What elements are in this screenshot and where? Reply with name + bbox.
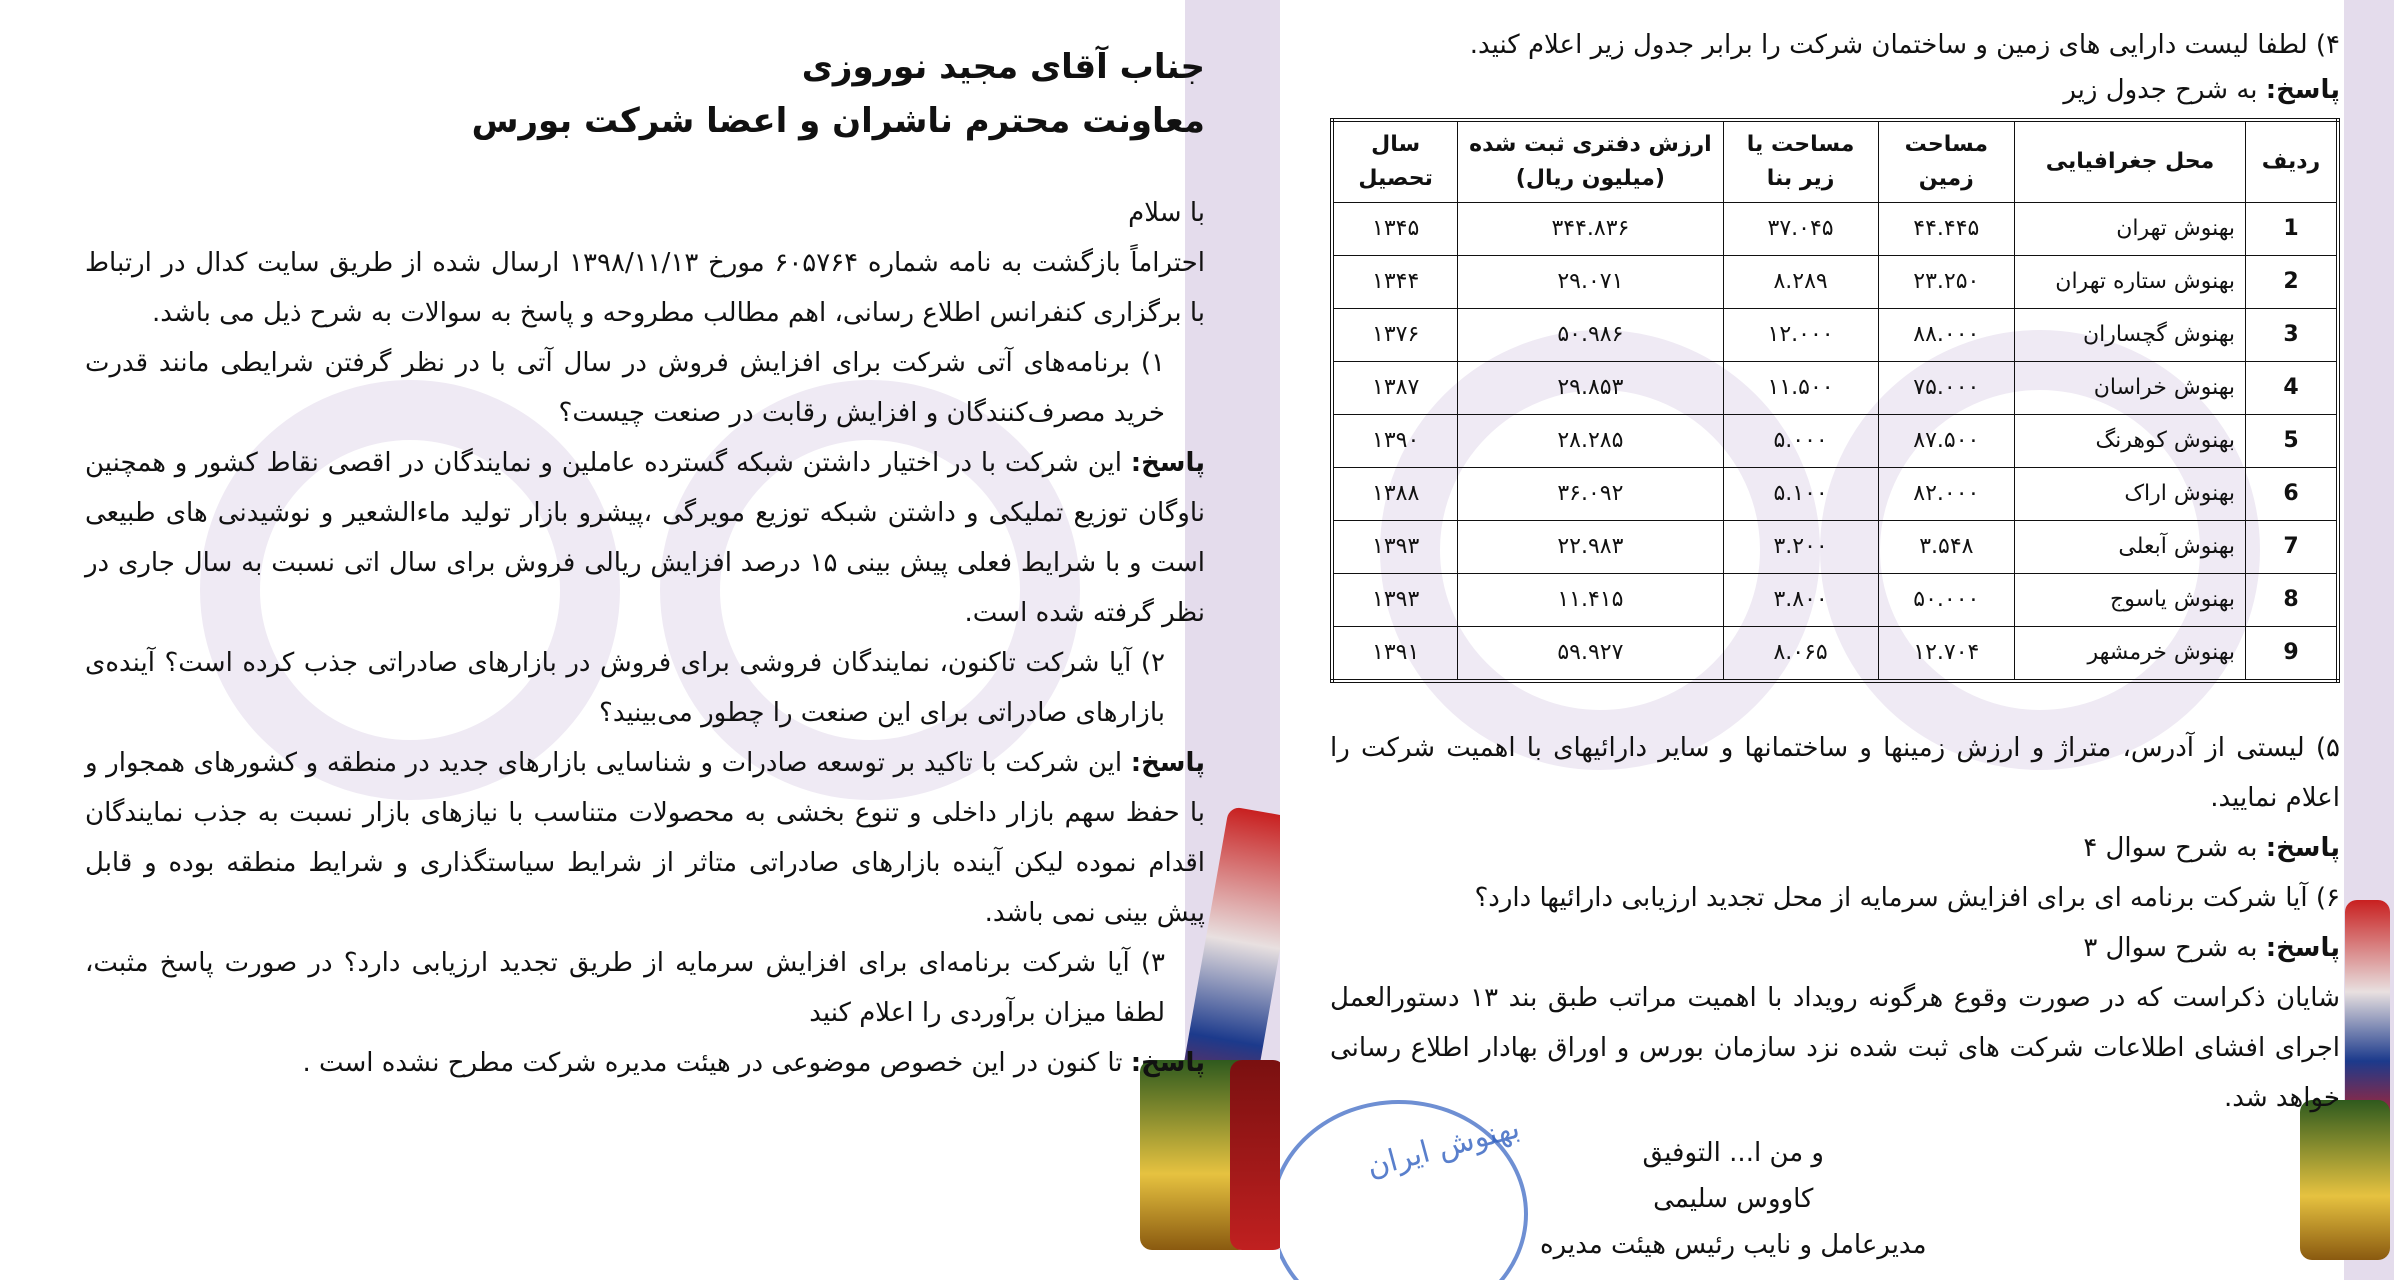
answer-text: به شرح سوال ۴: [2083, 833, 2258, 863]
table-cell: ۴۴.۴۴۵: [1878, 203, 2014, 256]
answer-label: پاسخ:: [1130, 748, 1206, 778]
table-cell: ۸۸.۰۰۰: [1878, 309, 2014, 362]
greeting: با سلام: [1128, 198, 1205, 228]
assets-table: [1330, 118, 2340, 683]
table-header-row: [1332, 120, 2338, 203]
question-6: ۶) آیا شرکت برنامه ای برای افزایش سرمایه از محل تجدید ارزیابی دارائیها دارد؟: [1474, 883, 2340, 913]
recipient-title: معاونت محترم ناشران و اعضا شرکت بورس: [471, 101, 1205, 141]
table-cell: 1: [2246, 203, 2339, 256]
table-cell: ۲۳.۲۵۰: [1878, 256, 2014, 309]
question-5: ۵) لیستی از آدرس، متراژ و ارزش زمینها و ساختمانها و سایر دارائیهای با اهمیت شرکت را اعلام نمایید.: [1330, 733, 2340, 813]
right-page: [1280, 0, 2394, 1280]
table-cell: 2: [2246, 256, 2339, 309]
answer-label: پاسخ:: [2265, 75, 2340, 105]
answer-text: این شرکت با تاکید بر توسعه صادرات و شناسایی بازارهای جدید در منطقه و کشورهای همجوار و با حفظ سهم بازار داخلی و تنوع بخشی به محصولات متناسب با نیازهای بازار نسبت به جذب نمایندگان اقدام نموده لیکن آینده بازارهای صادراتی متاثر از شرایط سیاستگذاری و شرایط منطقه بوده و قابل پیش بینی نمی باشد.: [85, 748, 1205, 928]
table-row: [1332, 256, 2338, 309]
table-cell: 7: [2246, 521, 2339, 574]
signature-block: [1540, 1130, 1927, 1268]
table-cell: بهنوش خرمشهر: [2015, 627, 2246, 682]
table-cell: ۸.۰۶۵: [1723, 627, 1878, 682]
letter-continuation: [1330, 20, 2340, 1123]
table-cell: ۱۳۹۱: [1332, 627, 1458, 682]
table-cell: ۳۶.۰۹۲: [1458, 468, 1723, 521]
question-2: ۲) آیا شرکت تاکنون، نمایندگان فروشی برای فروش در بازارهای صادراتی جذب کرده است؟ آینده‌ی بازارهای صادراتی برای این صنعت را چطور می‌بینید؟: [85, 648, 1165, 728]
table-row: [1332, 415, 2338, 468]
table-cell: 6: [2246, 468, 2339, 521]
disclosure-note: شایان ذکراست که در صورت وقوع هرگونه رویداد با اهمیت مراتب طبق بند ۱۳ دستورالعمل اجرای افشای اطلاعات شرکت های ثبت شده نزد سازمان بورس و اوراق بهادار اطلاع رسانی خواهد شد.: [1330, 983, 2340, 1113]
table-cell: ۱۳۷۶: [1332, 309, 1458, 362]
signer-name: کاووس سلیمی: [1653, 1184, 1814, 1214]
table-row: [1332, 627, 2338, 682]
bottle-image: [2300, 1100, 2390, 1260]
signer-title: مدیرعامل و نایب رئیس هیئت مدیره: [1540, 1230, 1927, 1260]
table-cell: ۳۷.۰۴۵: [1723, 203, 1878, 256]
table-cell: ۳.۸۰۰: [1723, 574, 1878, 627]
soda-can-image: [2345, 900, 2390, 1130]
table-row: [1332, 362, 2338, 415]
table-cell: ۲۹.۰۷۱: [1458, 256, 1723, 309]
table-cell: بهنوش یاسوج: [2015, 574, 2246, 627]
table-cell: ۱۳۸۸: [1332, 468, 1458, 521]
table-cell: ۸.۲۸۹: [1723, 256, 1878, 309]
table-cell: ۱۳۴۵: [1332, 203, 1458, 256]
table-body: [1332, 203, 2338, 682]
table-cell: ۵.۱۰۰: [1723, 468, 1878, 521]
table-cell: 4: [2246, 362, 2339, 415]
table-cell: ۱۱.۴۱۵: [1458, 574, 1723, 627]
table-cell: ۲۲.۹۸۳: [1458, 521, 1723, 574]
table-cell: بهنوش خراسان: [2015, 362, 2246, 415]
table-cell: ۵۹.۹۲۷: [1458, 627, 1723, 682]
column-header: ردیف: [2246, 120, 2339, 203]
table-cell: ۱۳۴۴: [1332, 256, 1458, 309]
answer-6: [1330, 923, 2340, 973]
answer-text: به شرح سوال ۳: [2083, 933, 2258, 963]
table-cell: ۳.۵۴۸: [1878, 521, 2014, 574]
table-cell: ۱۳۹۳: [1332, 574, 1458, 627]
table-row: [1332, 468, 2338, 521]
table-cell: ۲۹.۸۵۳: [1458, 362, 1723, 415]
table-cell: بهنوش ستاره تهران: [2015, 256, 2246, 309]
answer-text: تا کنون در این خصوص موضوعی در هیئت مدیره شرکت مطرح نشده است .: [302, 1048, 1123, 1078]
column-header: محل جغرافیایی: [2015, 120, 2246, 203]
closing-phrase: و من ا... التوفیق: [1642, 1138, 1824, 1168]
table-cell: ۱۱.۵۰۰: [1723, 362, 1878, 415]
table-cell: 8: [2246, 574, 2339, 627]
answer-1: [85, 438, 1205, 638]
answer-text: این شرکت با در اختیار داشتن شبکه گسترده عاملین و نمایندگان در اقصی نقاط کشور و همچنین ناوگان توزیع تملیکی و داشتن شبکه توزیع مویرگی ،پیشرو بازار تولید ماءالشعیر و نوشیدنی های طبیعی است و با شرایط فعلی پیش بینی ۱۵ درصد افزایش ریالی فروش برای سال اتی نسبت به سال جاری در نظر گرفته شده است.: [85, 448, 1205, 628]
table-cell: ۳۴۴.۸۳۶: [1458, 203, 1723, 256]
column-header: ارزش دفتری ثبت شده (میلیون ریال): [1458, 120, 1723, 203]
question-1: ۱) برنامه‌های آتی شرکت برای افزایش فروش در سال آتی با در نظر گرفتن شرایطی مانند قدرت خرید مصرف‌کنندگان و افزایش رقابت در صنعت چیست؟: [85, 348, 1165, 428]
bottle-image: [1230, 1060, 1280, 1250]
column-header: مساحت یا زیر بنا: [1723, 120, 1878, 203]
table-cell: بهنوش تهران: [2015, 203, 2246, 256]
table-cell: ۳.۲۰۰: [1723, 521, 1878, 574]
answer-5: [1330, 823, 2340, 873]
table-cell: ۱۳۸۷: [1332, 362, 1458, 415]
table-cell: ۵.۰۰۰: [1723, 415, 1878, 468]
table-cell: ۲۸.۲۸۵: [1458, 415, 1723, 468]
table-row: [1332, 309, 2338, 362]
answer-2: [85, 738, 1205, 938]
recipient-name: جناب آقای مجید نوروزی: [801, 47, 1205, 87]
question-4: ۴) لطفا لیست دارایی های زمین و ساختمان شرکت را برابر جدول زیر اعلام کنید.: [1469, 30, 2340, 60]
answer-label: پاسخ:: [1130, 448, 1206, 478]
table-cell: بهنوش اراک: [2015, 468, 2246, 521]
table-cell: ۵۰.۰۰۰: [1878, 574, 2014, 627]
letter-body: [85, 40, 1205, 1088]
answer-text: به شرح جدول زیر: [2063, 75, 2258, 105]
table-cell: بهنوش گچساران: [2015, 309, 2246, 362]
answer-label: پاسخ:: [1130, 1048, 1205, 1078]
table-cell: ۱۲.۰۰۰: [1723, 309, 1878, 362]
table-cell: ۱۳۹۰: [1332, 415, 1458, 468]
answer-4: [1330, 70, 2340, 110]
table-cell: 9: [2246, 627, 2339, 682]
table-cell: ۵۰.۹۸۶: [1458, 309, 1723, 362]
column-header: سال تحصیل: [1332, 120, 1458, 203]
table-cell: بهنوش آبعلی: [2015, 521, 2246, 574]
table-cell: بهنوش کوهرنگ: [2015, 415, 2246, 468]
table-row: [1332, 574, 2338, 627]
table-cell: ۸۲.۰۰۰: [1878, 468, 2014, 521]
table-cell: 5: [2246, 415, 2339, 468]
stamp-text: بهنوش ایران: [1363, 1110, 1524, 1185]
column-header: مساحت زمین: [1878, 120, 2014, 203]
answer-label: پاسخ:: [2265, 833, 2340, 863]
table-row: [1332, 203, 2338, 256]
intro-paragraph: احتراماً بازگشت به نامه شماره ۶۰۵۷۶۴ مورخ ۱۳۹۸/۱۱/۱۳ ارسال شده از طریق سایت کدال در ارتباط با برگزاری کنفرانس اطلاع رسانی، اهم مطالب مطروحه و پاسخ به سوالات به شرح ذیل می باشد.: [85, 248, 1205, 328]
table-row: [1332, 521, 2338, 574]
table-cell: ۱۳۹۳: [1332, 521, 1458, 574]
answer-label: پاسخ:: [2265, 933, 2340, 963]
answer-3: [85, 1038, 1205, 1088]
table-cell: ۷۵.۰۰۰: [1878, 362, 2014, 415]
table-cell: ۸۷.۵۰۰: [1878, 415, 2014, 468]
question-3: ۳) آیا شرکت برنامه‌ای برای افزایش سرمایه از طریق تجدید ارزیابی دارد؟ در صورت پاسخ مثبت، لطفا میزان برآوردی را اعلام کنید: [85, 948, 1165, 1028]
table-cell: ۱۲.۷۰۴: [1878, 627, 2014, 682]
table-cell: 3: [2246, 309, 2339, 362]
